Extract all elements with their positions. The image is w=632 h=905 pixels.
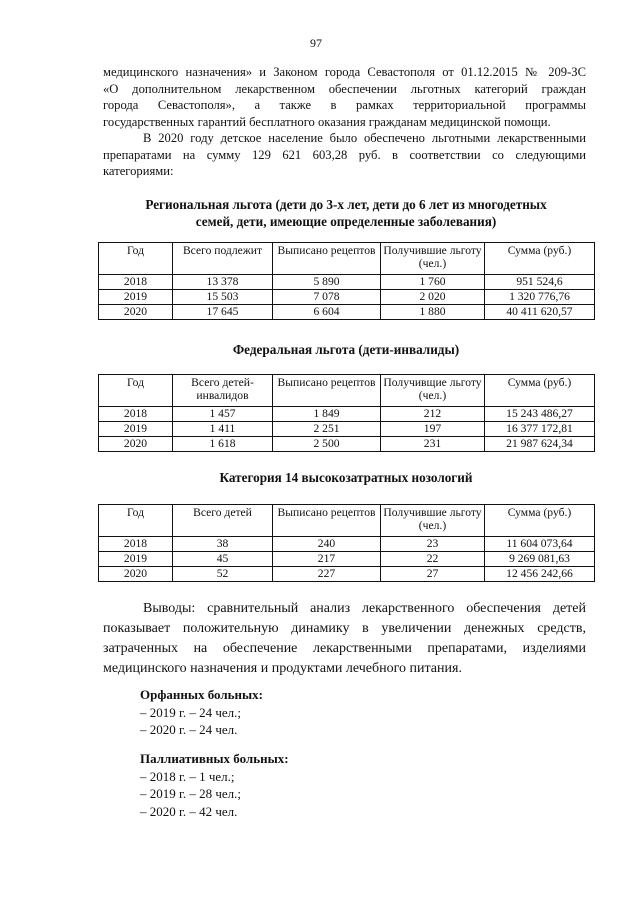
- table-row: [99, 305, 595, 320]
- table-cell: 15 503: [173, 290, 273, 305]
- table-cell: 2 500: [273, 437, 381, 452]
- table-cell: 17 645: [173, 305, 273, 320]
- table-header-row: [99, 505, 595, 537]
- table-cell: 1 411: [173, 422, 273, 437]
- table-row: [99, 422, 595, 437]
- conclusion-line: показывает положительную динамику в увеличении денежных средств,: [103, 621, 586, 636]
- table-cell: 951 524,6: [485, 275, 595, 290]
- table-cell: 1 320 776,76: [485, 290, 595, 305]
- header-sum: Сумма (руб.): [485, 375, 595, 407]
- table-cell: 2018: [99, 537, 173, 552]
- list-item: – 2020 г. – 42 чел.: [140, 803, 238, 819]
- intro-line: города Севастополя», а также в рамках территориальной программы: [103, 98, 586, 112]
- table-cell: 227: [273, 567, 381, 582]
- table-cell: 2018: [99, 407, 173, 422]
- table-cell: 1 760: [381, 275, 485, 290]
- table-cell: 38: [173, 537, 273, 552]
- table-cell: 7 078: [273, 290, 381, 305]
- list-item: – 2020 г. – 24 чел.: [140, 722, 238, 737]
- header-prescriptions: Выписано рецептов: [273, 243, 381, 275]
- table-cell: 2018: [99, 275, 173, 290]
- conclusion-line: затраченных на обеспечение лекарственными препаратами, изделиями: [103, 641, 586, 656]
- table-row: [99, 437, 595, 452]
- table-cell: 2020: [99, 437, 173, 452]
- header-prescriptions: Выписано рецептов: [273, 505, 381, 537]
- table-cell: 16 377 172,81: [485, 422, 595, 437]
- list-item: – 2019 г. – 24 чел.;: [140, 704, 242, 720]
- table-cell: 2019: [99, 422, 173, 437]
- table-cell: 231: [381, 437, 485, 452]
- table-cell: 9 269 081,63: [485, 552, 595, 567]
- palliative-patients-title: Паллиативных больных:: [140, 751, 289, 766]
- table-cell: 2019: [99, 552, 173, 567]
- summary-paragraph: [103, 130, 586, 180]
- table-row: [99, 290, 595, 305]
- table-cell: 15 243 486,27: [485, 407, 595, 422]
- table-header-row: [99, 375, 595, 407]
- list-item: – 2018 г. – 1 чел.;: [140, 768, 235, 784]
- table-cell: 197: [381, 422, 485, 437]
- header-year: Год: [99, 243, 173, 275]
- header-prescriptions: Выписано рецептов: [273, 375, 381, 407]
- table-cell: 212: [381, 407, 485, 422]
- header-total: Всего детей-инвалидов: [173, 375, 273, 407]
- heading-line: семей, дети, имеющие определенные заболевания): [195, 214, 497, 229]
- table-row: [99, 552, 595, 567]
- table-cell: 1 880: [381, 305, 485, 320]
- header-sum: Сумма (руб.): [485, 505, 595, 537]
- summary-line: категориями:: [103, 164, 174, 178]
- table-cell: 12 456 242,66: [485, 567, 595, 582]
- intro-paragraph: [103, 64, 586, 130]
- table-cell: 45: [173, 552, 273, 567]
- table-cell: 22: [381, 552, 485, 567]
- header-total: Всего детей: [173, 505, 273, 537]
- table-cell: 11 604 073,64: [485, 537, 595, 552]
- regional-benefit-heading: [98, 196, 594, 230]
- federal-benefit-heading: [98, 341, 594, 358]
- table-cell: 240: [273, 537, 381, 552]
- table-cell: 217: [273, 552, 381, 567]
- conclusion-paragraph: [103, 599, 586, 679]
- table-cell: 1 457: [173, 407, 273, 422]
- summary-line: В 2020 году детское население было обеспечено льготными лекарственными: [143, 131, 586, 145]
- table-row: [99, 537, 595, 552]
- regional-benefit-table: [98, 242, 595, 320]
- table-cell: 52: [173, 567, 273, 582]
- high-cost-nosology-table: [98, 504, 595, 582]
- intro-line: государственных гарантий бесплатного оказания гражданам медицинской помощи.: [103, 114, 551, 129]
- table-cell: 27: [381, 567, 485, 582]
- federal-benefit-table: [98, 374, 595, 452]
- table-cell: 5 890: [273, 275, 381, 290]
- conclusion-line: Выводы: сравнительный анализ лекарственного обеспечения детей: [143, 601, 586, 616]
- table-header-row: [99, 243, 595, 275]
- table-cell: 13 378: [173, 275, 273, 290]
- list-item: – 2019 г. – 28 чел.;: [140, 786, 242, 801]
- intro-line: «О дополнительном лекарственном обеспечении льготных категорий граждан: [103, 81, 586, 96]
- intro-line: медицинского назначения» и Законом города Севастополя от 01.12.2015 № 209-ЗС: [103, 65, 586, 79]
- header-year: Год: [99, 505, 173, 537]
- table-cell: 6 604: [273, 305, 381, 320]
- summary-line: препаратами на сумму 129 621 603,28 руб. в соответствии со следующими: [103, 147, 586, 162]
- table-row: [99, 275, 595, 290]
- header-recipients: Получивщие льготу (чел.): [381, 375, 485, 407]
- heading-line: Категория 14 высокозатратных нозологий: [219, 470, 473, 485]
- heading-line: Региональная льгота (дети до 3-х лет, дети до 6 лет из многодетных: [145, 197, 547, 212]
- table-cell: 2 251: [273, 422, 381, 437]
- page-number: 97: [310, 36, 322, 50]
- header-sum: Сумма (руб.): [485, 243, 595, 275]
- table-cell: 1 618: [173, 437, 273, 452]
- orphan-patients-list: [140, 686, 263, 739]
- palliative-patients-list: [140, 750, 289, 820]
- table-cell: 2019: [99, 290, 173, 305]
- table-cell: 23: [381, 537, 485, 552]
- table-cell: 2020: [99, 305, 173, 320]
- header-year: Год: [99, 375, 173, 407]
- header-recipients: Получившие льготу (чел.): [381, 243, 485, 275]
- table-cell: 2 020: [381, 290, 485, 305]
- orphan-patients-title: Орфанных больных:: [140, 687, 264, 702]
- heading-line: Федеральная льгота (дети-инвалиды): [232, 342, 460, 357]
- header-total: Всего подлежит: [173, 243, 273, 275]
- high-cost-nosology-heading: [98, 469, 594, 486]
- table-row: [99, 567, 595, 582]
- header-recipients: Получившие льготу (чел.): [381, 505, 485, 537]
- table-cell: 40 411 620,57: [485, 305, 595, 320]
- table-cell: 21 987 624,34: [485, 437, 595, 452]
- table-row: [99, 407, 595, 422]
- conclusion-line: медицинского назначения и продуктами лечебного питания.: [103, 661, 462, 676]
- table-cell: 1 849: [273, 407, 381, 422]
- table-cell: 2020: [99, 567, 173, 582]
